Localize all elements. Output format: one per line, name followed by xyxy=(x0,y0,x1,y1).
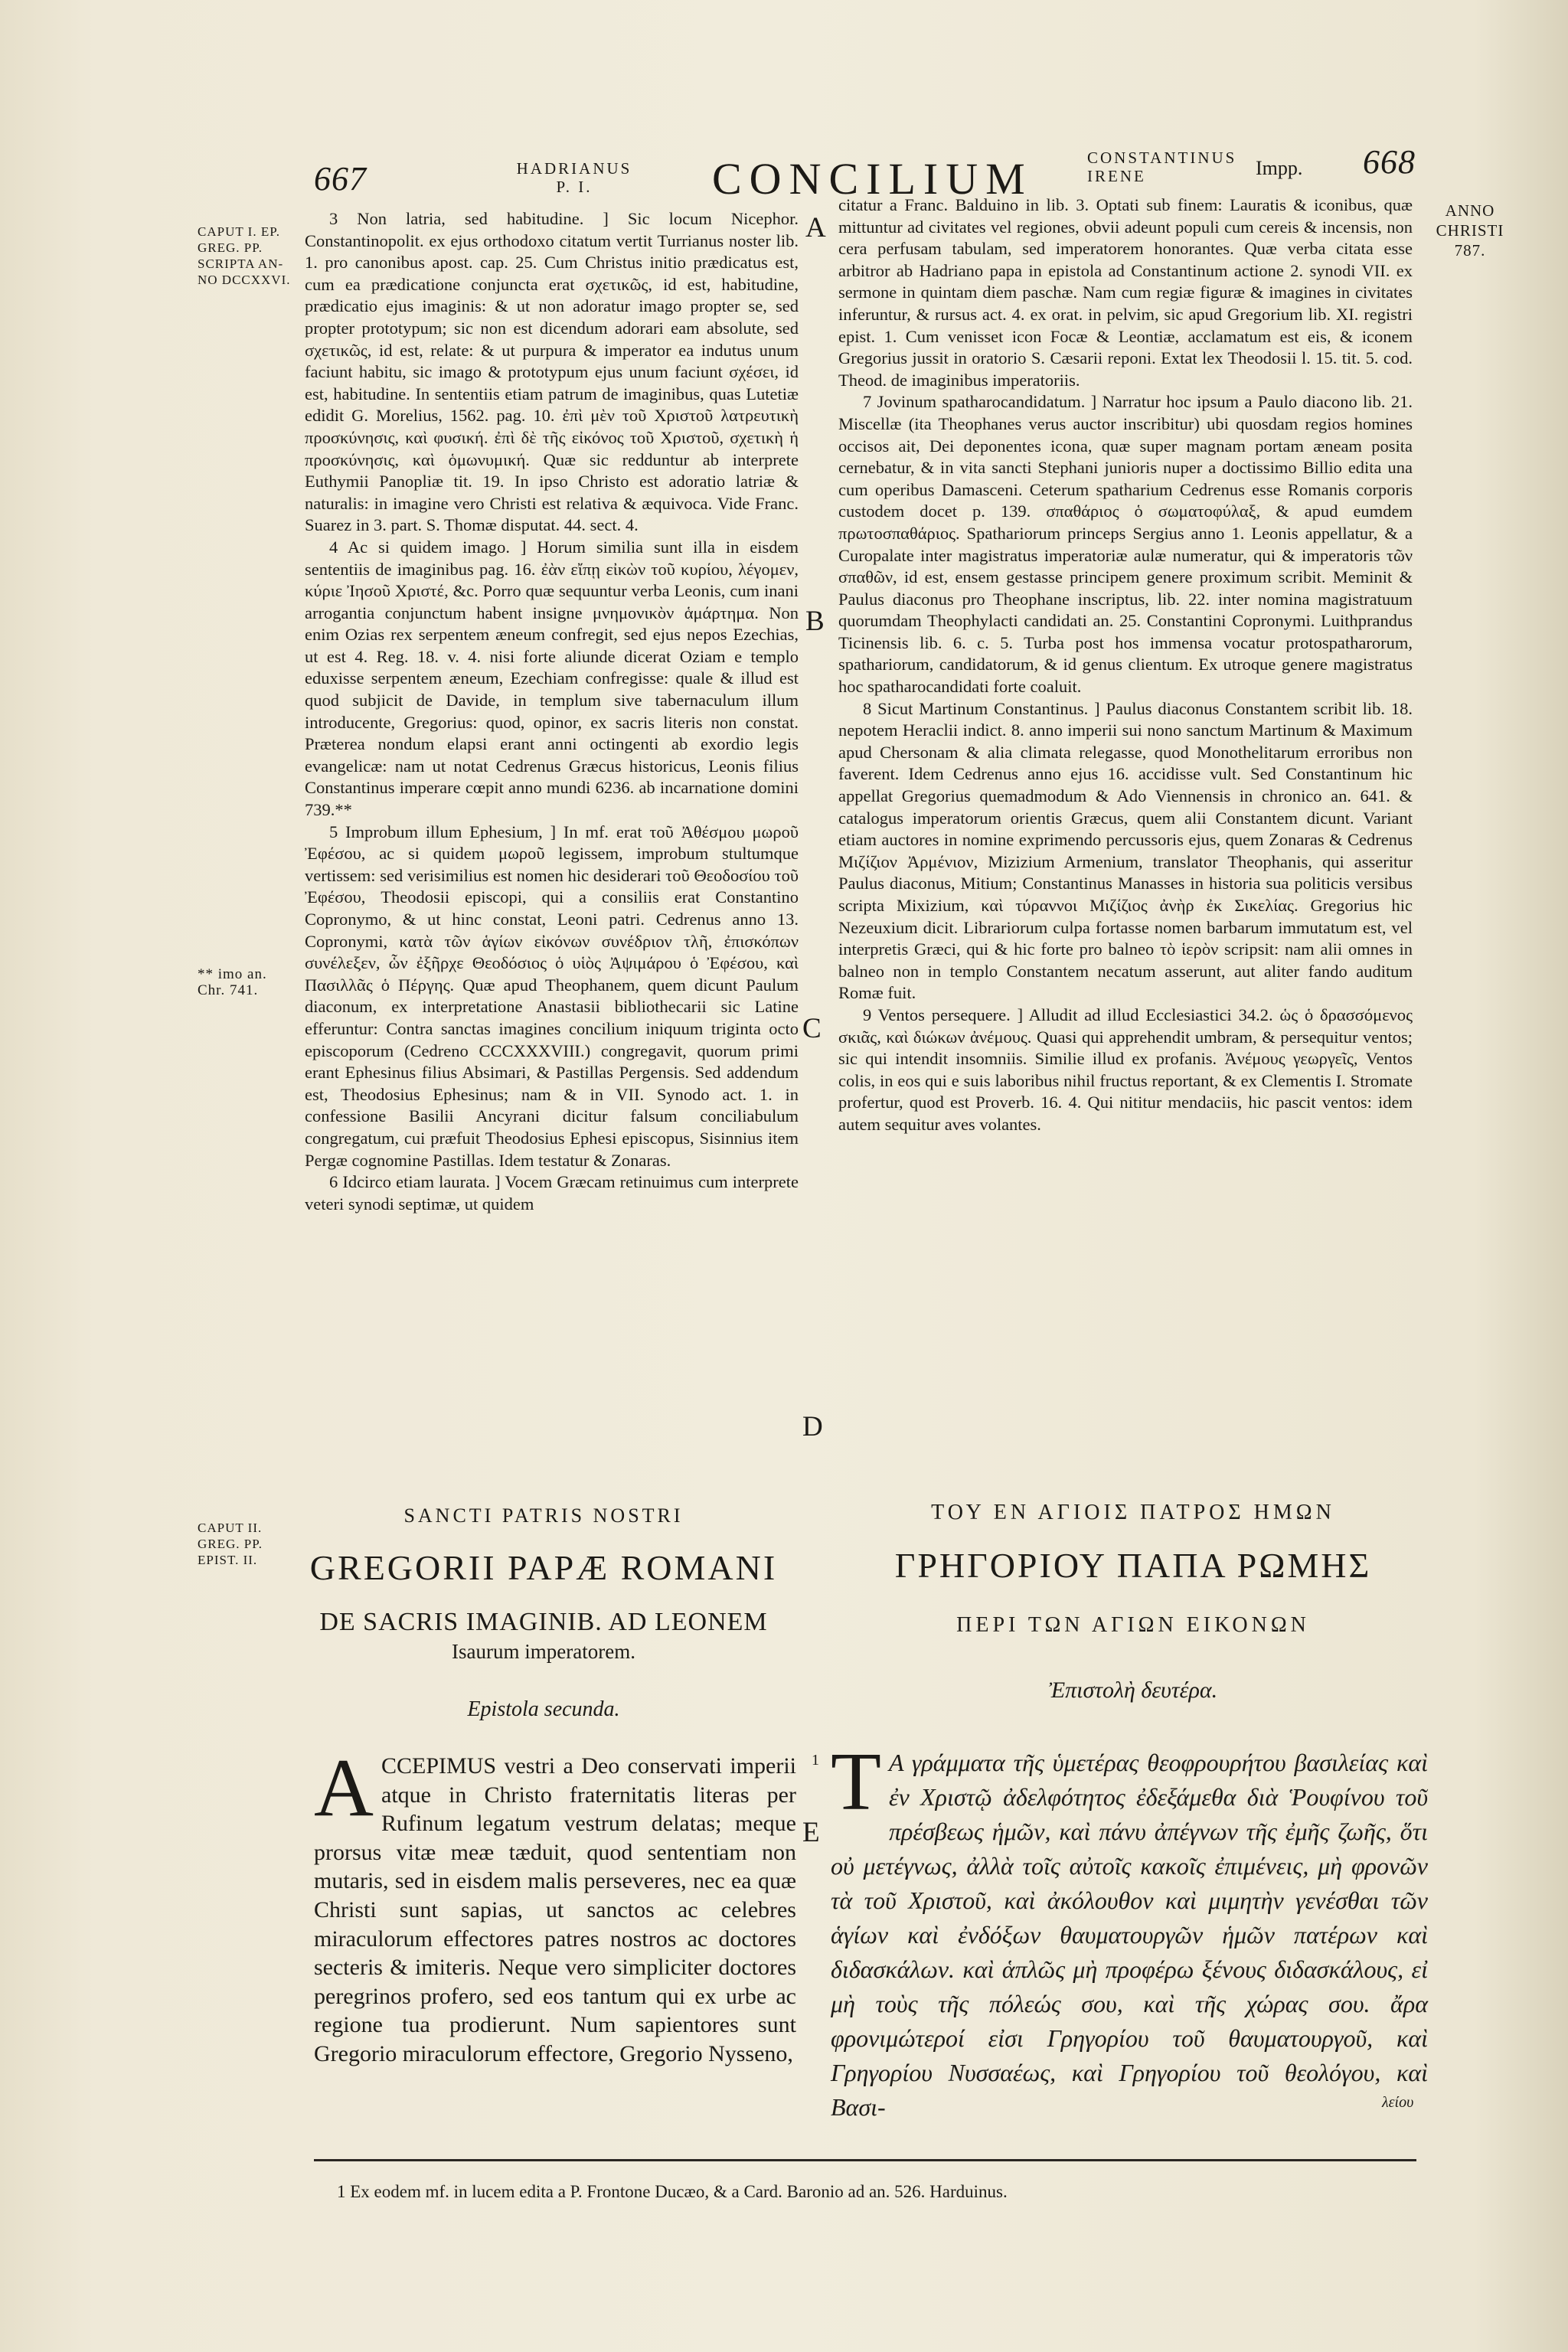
greek-title-line-2: ΓΡΗΓΟΡΙΟΥ ΠΑΠΑ ΡΩΜΗΣ xyxy=(894,1546,1372,1585)
footnote: 1 Ex eodem mf. in lucem edita a P. Frontone Ducæo, & a Card. Baronio ad an. 526. Harduinus. xyxy=(337,2182,1008,2201)
pope-name: HADRIANUS xyxy=(516,159,632,178)
margin-line: ANNO xyxy=(1445,201,1495,220)
margin-note-year xyxy=(198,966,312,998)
note-5: 5 Improbum illum Ephesium, ] In mf. erat τοῦ Ἀθέσμου μωροῦ Ἐφέσου, ac si quidem μωροῦ legissem, improbum stultumque vertissem: sed verisimilius est nomen hic desiderari τοῦ Θεοδοσίου τοῦ Ἐφέσου, Theodosii episcopi, qui a consiliis erat Constantino Copronymo, & ut hinc constat, Leoni patri. Cedrenus anno 13. Copronymi, κατὰ τῶν ἁγίων εἰκόνων συνέδριον τλῆ, ἐπισκόπων συνέλεξεν, ὧν ἐξῆρχε Θεοδόσιος ὁ υἱὸς Ἀψιμάρου ὁ Ἐφέσου, καὶ Πασιλλᾶς ὁ Πέργης. Quæ apud Theophanem, quem dicunt Paulum diaconum, ex interpretatione Anastasii bibliothecarii sic Latine efferuntur: Contra sanctas imagines concilium iniquum triginta octo episcoporum (Cedreno CCCXXXVIII.) congregavit, quorum primi erant Ephesinus filius Absimari, & Pastillas Pergensis. Sed addendum est, Theodosius Ephesinus; nam & in VII. Synodo act. 1. in confessione Basilii Ancyrani dicitur falsum conciliabulum congregatum, cui præfuit Theodosius Ephesi episcopus, Sisinnius item Pergæ cognomine Pastillas. Idem testatur & Zonaras. xyxy=(305,822,799,1170)
section-letter-b: B xyxy=(805,606,825,637)
latin-title-epistola: Epistola secunda. xyxy=(467,1697,620,1721)
note-6: 6 Idcirco etiam laurata. ] Vocem Græcam retinuimus cum interprete veteri synodi septimæ, ut quidem xyxy=(305,1172,799,1214)
pope-header xyxy=(501,159,647,196)
greek-note-marker: 1 xyxy=(812,1752,819,1769)
margin-note-anno-christi xyxy=(1424,201,1516,260)
margin-line: ** imo an. xyxy=(198,966,267,982)
note-8: 8 Sicut Martinum Constantinus. ] Paulus diaconus Constantem scribit lib. 18. nepotem Heraclii indict. 8. anno imperii sui nono sanctum Martinum & Maximum apud Chersonam & alia climata relegasse, quod Monothelitarum erroribus non faverent. Idem Cedrenus anno ejus 16. accidisse vult. Sed Constantinum hic appellat Gregorius quemadmodum & Ado Viennensis in chronico an. 641. & catalogus imperatorum orientis Græcus, quem alii Constantem dicunt. Variant etiam auctores in nomine exprimendo percussoris ejus, quem Zonaras & Cedrenus Μιζίζιον Ἀρμένιον, Mizizium Armenium, translator Theophanis, qui asseritur Paulus diaconus, Mitium; Constantinus Manasses in historia sua politicis versibus scripta Mixizium, καὶ τύραννοι Μιζίζιος ἀνὴρ ἐκ Σικελίας. Gregorius hic Nezeuxium dicit. Librariorum culpa fortasse nomen barbarum immutatum est, vel interpretis Græci, qui & hic forte pro balneo τὸ ἱερὸν scripsit: nam alii omnes in balneo non in templo Constantem necatum asserunt, aut aliter fando auditum Romæ fuit. xyxy=(838,698,1413,1003)
note-3: 3 Non latria, sed habitudine. ] Sic locum Nicephor. Constantinopolit. ex ejus orthodoxo citatum vertit Turrianus noster lib. 1. pro canonibus apost. cap. 25. Cum Christus initio prædicatus est, cum ea prædicatione conjuncta erat σχετικῶς, id est, habitudine, prædicatio ejus imaginis: & ut non adoratur imago propter se, sed propter prototypum; sic non est dicendum adorari eam absolute, sed σχετικῶς, id est, relate: & ut purpura & imperator ea indutus unum faciunt habitu, sic imago & prototypum ejus unum faciunt σχέσει, id est, habitudine. In sententiis etiam patrum de imaginibus, quas Lutetiæ edidit G. Morelius, 1562. pag. 10. ἐπὶ μὲν τοῦ Χριστοῦ λατρευτικὴ προσκύνησις, καὶ φυσική. ἐπὶ δὲ τῆς εἰκόνος τοῦ Χριστοῦ, σχετικὴ ἡ προσκύνησις, καὶ ὁμωνυμική. Quæ sic redduntur ab interprete Euthymii Panopliæ tit. 19. In ipso Christo est adoratio latriæ & naturalis: in imagine vero Christi est relativa & æquivoca. Vide Franc. Suarez in 3. part. S. Thomæ disputat. 44. sect. 4. xyxy=(305,209,799,535)
emperor-line-1: CONSTANTINUS xyxy=(1087,149,1237,167)
latin-title-block xyxy=(291,1504,796,1722)
section-letter-e: E xyxy=(802,1817,820,1848)
margin-line: Chr. 741. xyxy=(198,982,259,998)
margin-note-caput-1 xyxy=(198,224,312,288)
greek-drop-cap: T xyxy=(831,1736,881,1828)
catchword: λείου xyxy=(1382,2094,1414,2111)
greek-title-epistole: Ἐπιστολὴ δευτέρα. xyxy=(1048,1677,1218,1703)
latin-letter-body xyxy=(314,1743,796,2135)
folio-left: 667 xyxy=(314,160,367,198)
latin-title-line-3: DE SACRIS IMAGINIB. AD LEONEM xyxy=(319,1608,768,1636)
margin-line: CAPUT I. EP. xyxy=(198,224,281,239)
note-4: 4 Ac si quidem imago. ] Horum similia sunt illa in eisdem sententiis de imaginibus pag. 16. ἐὰν εἴπῃ εἰκὼν τοῦ κυρίου, λέγομεν, κύριε Ἰησοῦ Χριστέ, &c. Porro quæ sequuntur verba Leonis, cum inani arrogantia conjunctum habent insigne μνημονικὸν ἁμάρτημα. Non enim Ozias rex serpentem æneum confregit, sed ejus nepos Ezechias, ut est 4. Reg. 18. v. 4. nisi forte aliunde dicerat Oziam e templo eduxisse serpentem æneum, Ezechiam confregisse: quale & illud est quod subjicit de Davide, in templum sive tabernaculum illum introducente, Gregorius: quod, opinor, ex sacris literis non constat. Præterea nondum elapsi erant anni octingenti ab exordio legis evangelicæ: nam ut notat Cedrenus Græcus historicus, Leonis filius Constantinus imperare cœpit anno mundi 6236. ab incarnatione domini 739.** xyxy=(305,537,799,820)
margin-line: NO DCCXXVI. xyxy=(198,273,291,287)
emperor-header xyxy=(1087,149,1279,185)
notes-column-left xyxy=(305,208,799,1494)
running-title: CONCILIUM xyxy=(712,154,1033,204)
margin-line: GREG. PP. xyxy=(198,1537,263,1551)
latin-title-line-4: Isaurum imperatorem. xyxy=(452,1640,635,1663)
margin-line: GREG. PP. xyxy=(198,240,263,255)
section-letter-c: C xyxy=(802,1013,822,1044)
margin-line: CHRISTI xyxy=(1436,221,1504,240)
margin-line: SCRIPTA AN- xyxy=(198,256,284,271)
footnote-rule xyxy=(314,2159,1416,2161)
section-letter-a: A xyxy=(805,212,826,243)
folio-right: 668 xyxy=(1363,143,1416,181)
note-9: 9 Ventos persequere. ] Alludit ad illud Ecclesiastici 34.2. ὡς ὁ δρασσόμενος σκιᾶς, καὶ διώκων ἀνέμους. Quasi qui apprehendit umbram, & persequitur ventos; sic qui intendit insomniis. Similie illud ex profanis. Ἀνέμους γεωργεῖς, Ventos colis, in eos qui e suis laboribus nihil fructus reportant, & ex Clementis I. Stromate profertur, quod est Proverb. 16. 4. Qui nititur mendaciis, hic pascit ventos: idem autem sequitur aves volantes. xyxy=(838,1004,1413,1134)
greek-title-block xyxy=(831,1501,1436,1704)
emperor-suffix: Impp. xyxy=(1256,157,1303,179)
latin-drop-cap: A xyxy=(314,1743,374,1834)
greek-title-line-1: ΤΟΥ ΕΝ ΑΓΙΟΙΣ ΠΑΤΡΟΣ ΗΜΩΝ xyxy=(931,1501,1335,1524)
pope-number: P. I. xyxy=(556,178,593,196)
note-6-continued: citatur a Franc. Balduino in lib. 3. Optati sub finem: Lauratis & iconibus, quæ mittuntur ad civitates vel regiones, obvii adeunt populi cum cereis & incensis, non cera perfusam tabulam, sed imperatorem honorantes. Quæ verba citata esse arbitror ab Hadriano papa in epistola ad Constantinum actione 2. synodi VII. ex sermone in quintam diem paschæ. Nam cum regiæ figuræ & imagines in civitates inferuntur, & rursus act. 4. ex orat. in pelvim, sic apud Gregorium lib. XI. registri epist. 1. Cum venisset icon Focæ & Leontiæ, acclamatum est eis, & iconem Gregorius jussit in oratorio S. Cæsarii reponi. Extat lex Theodosii l. 15. tit. 5. cod. Theod. de imaginibus imperatoriis. xyxy=(838,195,1413,390)
greek-letter-text: Α γράμματα τῆς ὑμετέρας θεοφρουρήτου βασιλείας καὶ ἐν Χριστῷ ἀδελφότητος ἐδεξάμεθα διὰ Ῥουφίνου τοῦ πρέσβεως ἡμῶν, καὶ πάνυ ἀπέγνων τῆς ἐμῆς ζωῆς, ὅτι οὐ μετέγνως, ἀλλὰ τοῖς αὐτοῖς κακοῖς ἐπιμένεις, μὴ φρονῶν τὰ τοῦ Χριστοῦ, καὶ ἀκόλουθον καὶ μιμητὴν γενέσθαι τῶν ἁγίων καὶ ἐνδόξων θαυματουργῶν ἡμῶν πατέρων καὶ διδασκάλων. καὶ ἁπλῶς μὴ προφέρω ξένους διδασκάλους, εἰ μὴ τοὺς τῆς πόλεώς σου, καὶ τῆς χώρας σου. ἄρα φρονιμώτεροί εἰσι Γρηγορίου τοῦ θαυματουργοῦ, καὶ Γρηγορίου Νυσσαέως, καὶ Γρηγορίου τοῦ θεολόγου, καὶ Βασι- xyxy=(831,1749,1428,2121)
emperor-line-2: IRENE xyxy=(1087,167,1146,185)
notes-column-right xyxy=(838,194,1413,1465)
margin-line: CAPUT II. xyxy=(198,1521,263,1535)
latin-title-line-2: GREGORII PAPÆ ROMANI xyxy=(309,1548,778,1587)
latin-letter-text: CCEPIMUS vestri a Deo conservati imperii atque in Christo fraternitatis literas per Rufinum legatum vestrum delatas; meque prorsus vitæ meæ tæduit, quod sententiam non mutaris, sed in eisdem malis perseveres, nec ea quæ Christi sunt sapias, ut sanctos ac celebres miraculorum effectores patres nostros ac doctores secteris & imiteris. Neque vero simpliciter doctores peregrinos profero, sed eos tantum qui ex urbe ac regione tua prodierunt. Num sapientores sunt Gregorio miraculorum effectore, Gregorio Nysseno, xyxy=(314,1753,796,2066)
note-7: 7 Jovinum spatharocandidatum. ] Narratur hoc ipsum a Paulo diacono lib. 21. Miscellæ (ita Theophanes verus auctor inscribitur) ubi quosdam regios homines occisos ait, Dei deponentes icona, quæ super magnam portam æneam posita cernebatur, & in vita sancti Stephani junioris nuper a doctissimo Billio edita una cum operibus Damasceni. Ceterum spatharium Cedrenus esse Romanis corporis custodem docet p. 139. σπαθάριος ὁ σωματοφύλαξ, & apud eumdem πρωτοσπαθάριος. Spathariorum princeps Sergius anno 1. Leonis appellatur, & a Curopalate inter magistratus imperatoriæ aulæ numeratur, qui & imperatoris τῶν σπαθῶν, id est, ensem gestasse principem genere proximum scribit. Meminit & Paulus diaconus pro Theophane inscriptus, lib. 22. inter nomina magistratuum quorumdam Theophylacti candidati an. 25. Constantini Copronymi. Luithprandus Ticinensis lib. 6. c. 5. Turba post hos immensa vocatur protospatharorum, spathariorum, candidatorum, & id genus clientum. Ex utroque genere magistratus hoc spatharocandidati forte coaluit. xyxy=(838,392,1413,697)
latin-title-line-1: SANCTI PATRIS NOSTRI xyxy=(403,1504,684,1527)
section-letter-d: D xyxy=(802,1411,823,1442)
margin-line: EPIST. II. xyxy=(198,1553,258,1567)
greek-title-line-3: ΠΕΡΙ ΤΩΝ ΑΓΙΩΝ ΕΙΚΟΝΩΝ xyxy=(956,1613,1310,1637)
margin-line: 787. xyxy=(1454,241,1486,260)
